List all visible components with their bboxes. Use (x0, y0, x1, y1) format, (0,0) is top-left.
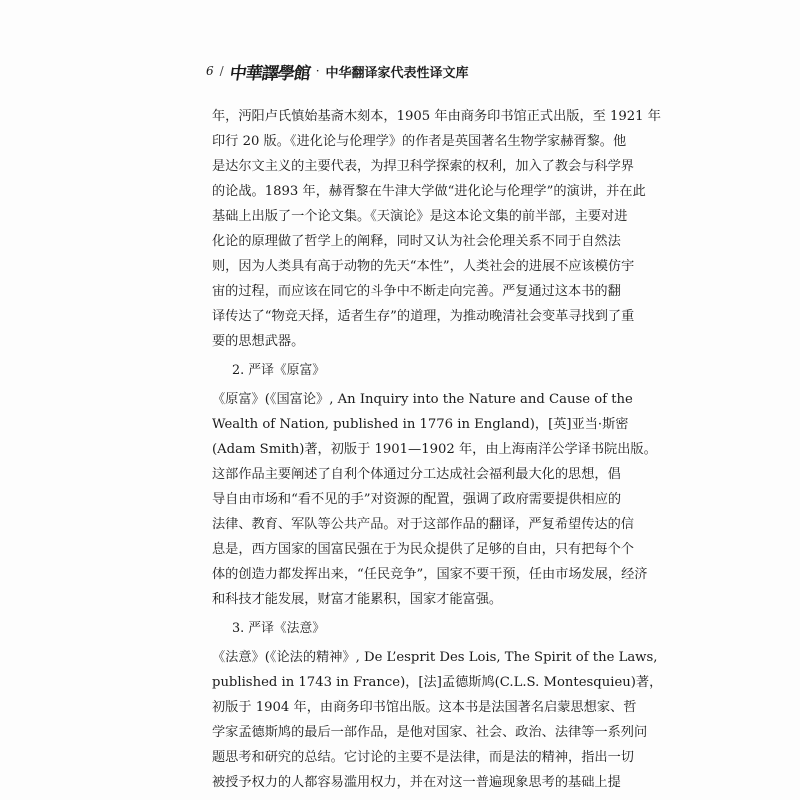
running-head (206, 56, 469, 86)
text-line: 化论的原理做了哲学上的阐释，同时又认为社会伦理关系不同于自然法 (212, 234, 621, 249)
text-line: 导自由市场和“看不见的手”对资源的配置，强调了政府需要提供相应的 (212, 492, 622, 507)
text-line: 是达尔文主义的主要代表，为捍卫科学探索的权利，加入了教会与科学界 (212, 159, 634, 174)
body-text (212, 104, 663, 795)
text-line: 年，沔阳卢氏慎始基斋木刻本，1905 年由商务印书馆正式出版，至 1921 年 (212, 109, 661, 124)
text-line: 印行 20 版。《进化论与伦理学》的作者是英国著名生物学家赫胥黎。他 (212, 134, 627, 149)
text-line: 法律、教育、军队等公共产品。对于这部作品的翻译，严复希望传达的信 (212, 517, 634, 532)
section-heading-fayi: 3. 严译《法意》 (232, 621, 326, 636)
text-line: 这部作品主要阐述了自利个体通过分工达成社会福利最大化的思想，倡 (212, 467, 621, 482)
text-line: 宙的过程，而应该在同它的斗争中不断走向完善。严复通过这本书的翻 (212, 284, 621, 299)
section-heading-yuanfu: 2. 严译《原富》 (232, 363, 326, 378)
header-dot: · (315, 64, 320, 78)
text-line: 初版于 1904 年，由商务印书馆出版。这本书是法国著名启蒙思想家、哲 (212, 700, 637, 715)
text-line: 《原富》(《国富论》, An Inquiry into the Nature and Cause of the (212, 392, 633, 407)
text-line: 的论战。1893 年，赫胥黎在牛津大学做“进化论与伦理学”的演讲，并在此 (212, 184, 646, 199)
text-line: 息是，西方国家的国富民强在于为民众提供了足够的自由，只有把每个个 (212, 542, 634, 557)
text-line: 学家孟德斯鸠的最后一部作品，是他对国家、社会、政治、法律等一系列问 (212, 725, 648, 740)
page-number-separator: / (219, 64, 224, 78)
text-line: 题思考和研究的总结。它讨论的主要不是法律，而是法的精神，指出一切 (212, 750, 634, 765)
page-number: 6 (206, 64, 214, 78)
publisher-logo: 中華譯學館 (227, 63, 311, 84)
text-line: 被授予权力的人都容易滥用权力，并在对这一普遍现象思考的基础上提 (212, 775, 621, 790)
text-line: 体的创造力都发挥出来，“任民竞争”，国家不要干预，任由市场发展，经济 (212, 567, 648, 582)
text-line: 《法意》(《论法的精神》, De L’esprit Des Lois, The Spirit of the Laws, (212, 650, 658, 665)
text-line: 则，因为人类具有高于动物的先天“本性”，人类社会的进展不应该模仿宇 (212, 259, 635, 274)
text-line: 和科技才能发展，财富才能累积，国家才能富强。 (212, 592, 503, 607)
text-line: Wealth of Nation, published in 1776 in England)，[英]亚当·斯密 (212, 417, 629, 432)
series-title: 中华翻译家代表性译文库 (325, 65, 469, 81)
text-line: 要的思想武器。 (212, 334, 305, 349)
text-line: (Adam Smith)著，初版于 1901—1902 年，由上海南洋公学译书院出版。 (212, 442, 657, 457)
text-line: 基础上出版了一个论文集。《天演论》是这本论文集的前半部，主要对进 (212, 209, 628, 224)
text-line: published in 1743 in France)，[法]孟德斯鸠(C.L.S. Montesquieu)著， (212, 675, 663, 690)
text-line: 译传达了“物竞天择，适者生存”的道理，为推动晚清社会变革寻找到了重 (212, 309, 635, 324)
